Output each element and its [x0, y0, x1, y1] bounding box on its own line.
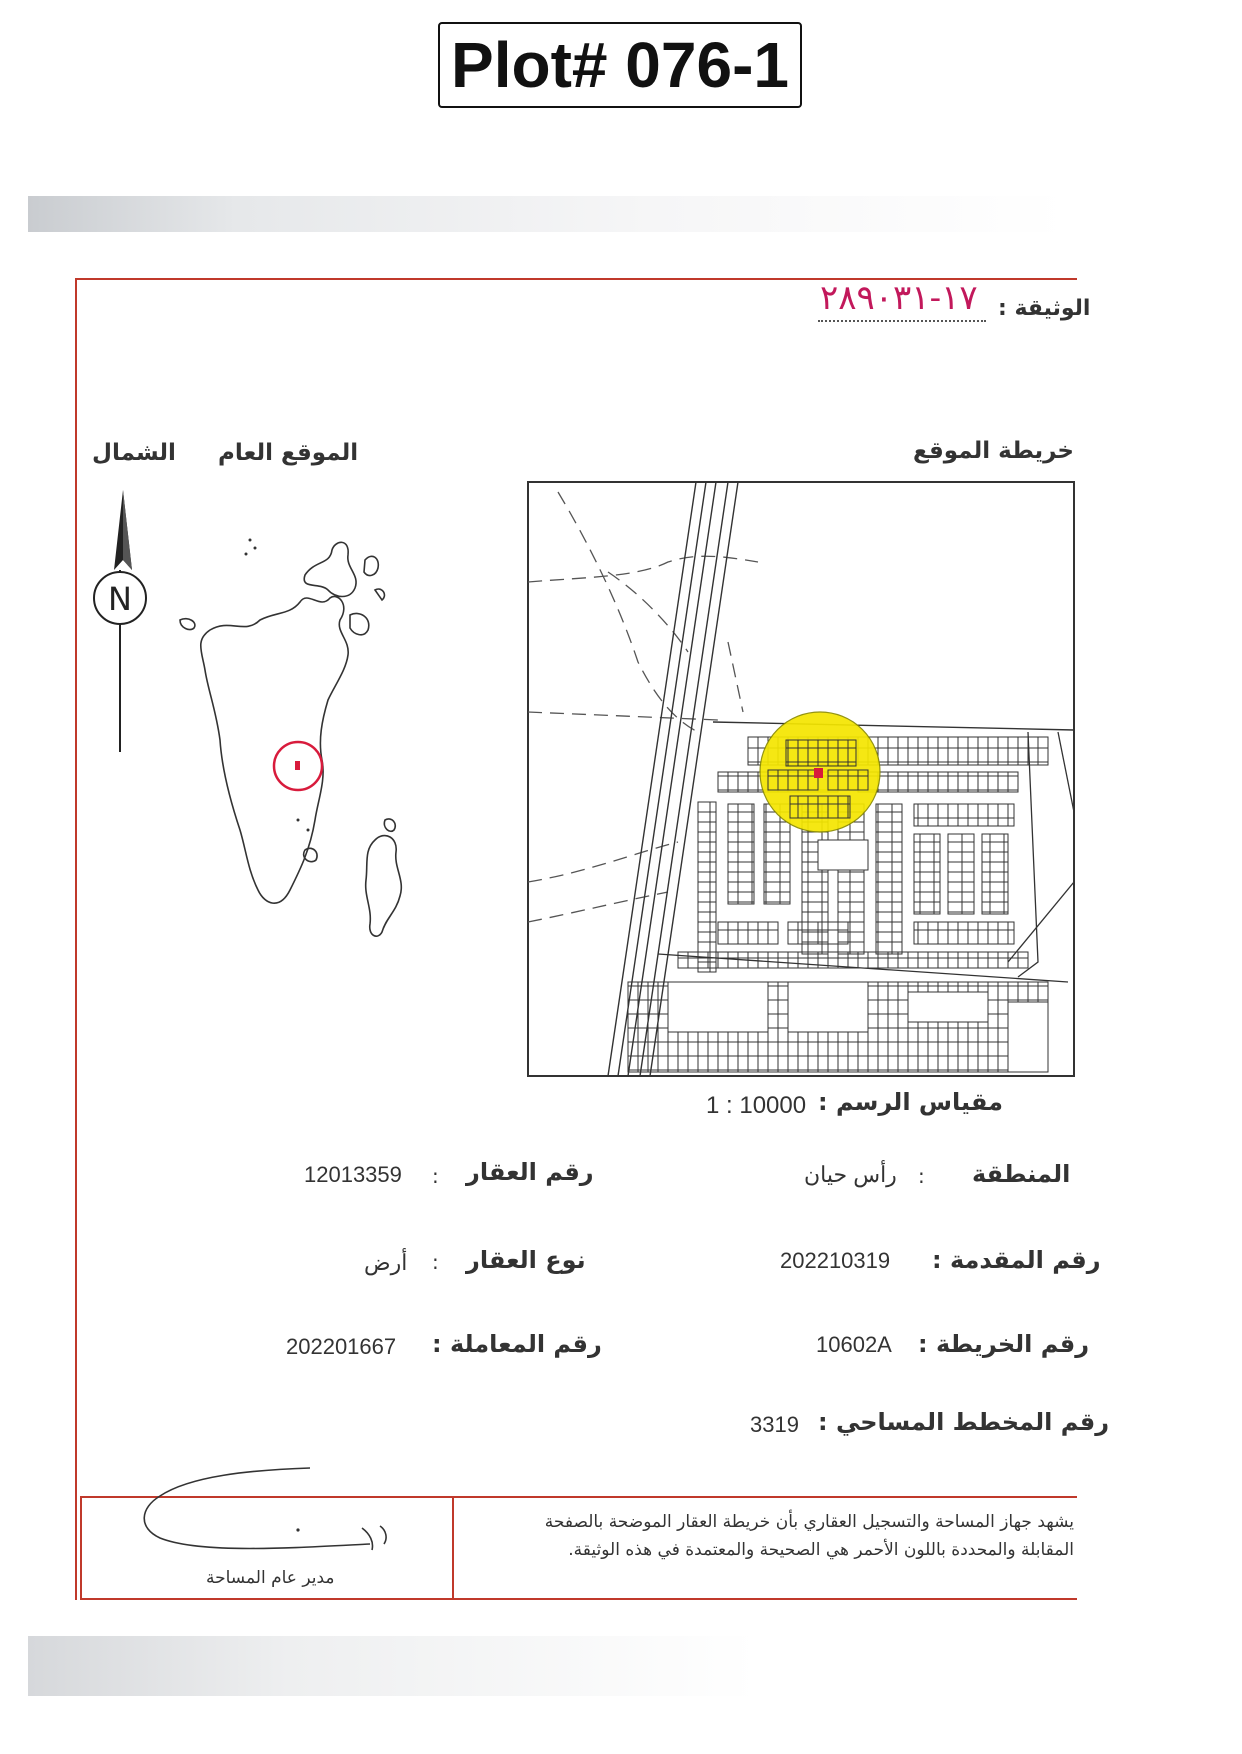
property-number-value: 12013359	[304, 1162, 402, 1187]
property-number-colon: :	[432, 1164, 439, 1188]
footer-divider	[452, 1496, 454, 1598]
transaction-number-value: 202201667	[286, 1334, 397, 1359]
general-location-title: الموقع العام	[218, 440, 359, 466]
scan-shadow-top	[28, 196, 1068, 232]
region-location-map	[150, 520, 450, 1040]
property-type-colon: :	[432, 1250, 439, 1274]
application-number-value: 202210319	[780, 1248, 891, 1273]
document-number-value: ١٧-٢٨٩٠٣١	[820, 278, 978, 318]
signatory-title: مدير عام المساحة	[206, 1568, 335, 1588]
plot-title: Plot# 076-1	[438, 22, 802, 108]
scan-shadow-bottom	[28, 1636, 1068, 1696]
signature-mark	[130, 1456, 420, 1566]
property-type-value: أرض	[364, 1250, 408, 1275]
scale-value: 1 : 10000	[706, 1092, 807, 1119]
transaction-number-label: رقم المعاملة :	[432, 1330, 602, 1358]
site-map-title: خريطة الموقع	[912, 438, 1074, 464]
map-number-value: 10602A	[816, 1332, 892, 1357]
site-cadastral-map	[528, 482, 1074, 1076]
document-number-dots	[818, 320, 986, 322]
north-title: الشمال	[92, 440, 176, 466]
certification-line-2: المقابلة والمحددة باللون الأحمر هي الصحيحة والمعتمدة في هذه الوثيقة.	[568, 1540, 1074, 1560]
survey-plan-value: 3319	[750, 1412, 799, 1437]
north-arrow-icon	[88, 490, 158, 760]
area-colon: :	[918, 1164, 925, 1188]
survey-plan-label: رقم المخطط المساحي :	[818, 1408, 1110, 1436]
map-number-label: رقم الخريطة :	[918, 1330, 1090, 1358]
north-letter: N	[108, 580, 132, 618]
certification-line-1: يشهد جهاز المساحة والتسجيل العقاري بأن خريطة العقار الموضحة بالصفحة	[544, 1512, 1074, 1532]
property-type-label: نوع العقار	[466, 1246, 586, 1274]
area-label: المنطقة	[972, 1160, 1071, 1188]
application-number-label: رقم المقدمة :	[932, 1246, 1101, 1274]
area-value: رأس حيان	[804, 1162, 897, 1187]
document-number-label: الوثيقة :	[998, 296, 1091, 321]
scale-label: مقياس الرسم :	[818, 1088, 1003, 1116]
property-number-label: رقم العقار	[466, 1158, 594, 1186]
